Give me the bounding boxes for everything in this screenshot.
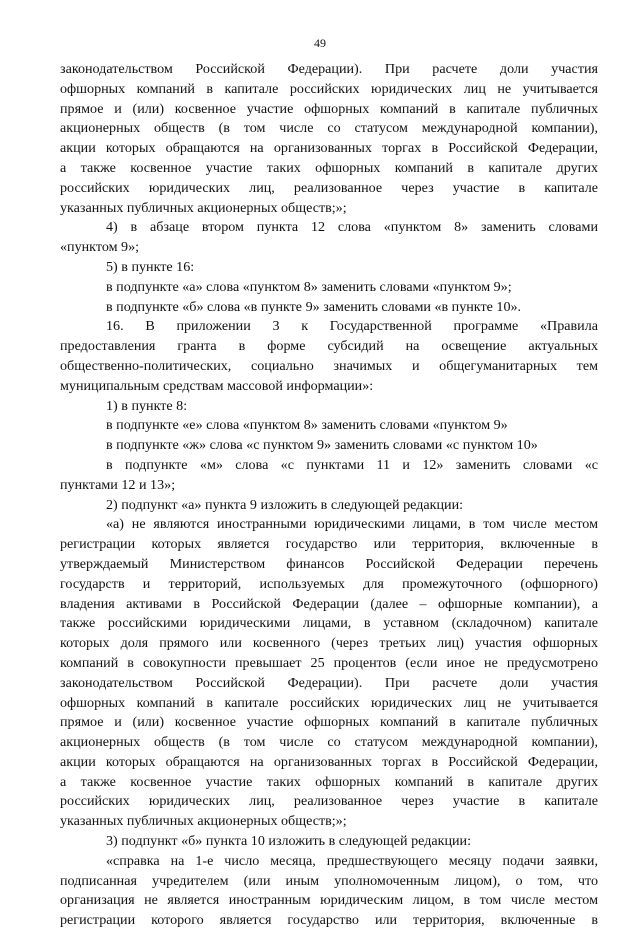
text-line: законодательством Российской Федерации). При расчете доли участия (60, 674, 598, 691)
text-line: указанных публичных акционерных обществ;»; (60, 813, 347, 830)
text-line: прямое и (или) косвенное участие офшорных компаний в капитале публичных (60, 100, 598, 117)
text-line: 2) подпункт «а» пункта 9 изложить в следующей редакции: (106, 496, 464, 513)
text-line: муниципальным средствам массовой информации»: (60, 377, 374, 394)
text-line: регистрации которых является государство или территория, включенные в (60, 536, 598, 553)
text-line: российских юридических лиц, реализованное через участие в капитале (60, 793, 598, 810)
text-line: в подпункте «е» слова «пунктом 8» заменить словами «пунктом 9» (106, 417, 508, 434)
text-line: в подпункте «м» слова «с пунктами 11 и 12» заменить словами «с (106, 456, 598, 473)
text-line: 5) в пункте 16: (106, 258, 195, 275)
text-line: российских юридических лиц, реализованное через участие в капитале (60, 179, 598, 196)
text-line: подписанная учредителем (или иным уполномоченным лицом), о том, что (60, 872, 598, 889)
text-line: офшорных компаний в капитале российских юридических лиц не учитывается (60, 80, 598, 97)
text-line: организация не является иностранным юридическим лицом, в том числе местом (60, 892, 598, 909)
text-line: которых доля прямого или косвенного (через третьих лиц) участия офшорных (60, 635, 598, 652)
text-line: прямое и (или) косвенное участие офшорных компаний в капитале публичных (60, 714, 598, 731)
text-line: 4) в абзаце втором пункта 12 слова «пунктом 8» заменить словами (106, 219, 598, 236)
text-line: предоставления гранта в форме субсидий на освещение актуальных (60, 338, 598, 355)
text-line: утверждаемый Министерством финансов Российской Федерации перечень (60, 555, 598, 572)
text-line: акции которых обращаются на организованных торгах в Российской Федерации, (60, 753, 598, 770)
text-line: а также косвенное участие таких офшорных компаний в капитале других (60, 159, 598, 176)
text-line: общественно-политических, социально значимых и общегуманитарных тем (60, 357, 598, 374)
text-line: в подпункте «б» слова «в пункте 9» заменить словами «в пункте 10». (106, 298, 522, 315)
text-line: компаний в совокупности превышает 25 процентов (если иное не предусмотрено (60, 654, 598, 671)
text-line: пунктами 12 и 13»; (60, 476, 176, 493)
text-line: 1) в пункте 8: (106, 397, 188, 414)
text-line: в подпункте «ж» слова «с пунктом 9» заменить словами «с пунктом 10» (106, 437, 538, 454)
text-line: 3) подпункт «б» пункта 10 изложить в следующей редакции: (106, 833, 472, 850)
text-line: государств и территорий, используемых для промежуточного (офшорного) (60, 575, 598, 592)
document-body (60, 60, 598, 931)
text-line: офшорных компаний в капитале российских юридических лиц не учитывается (60, 694, 598, 711)
text-line: «а) не являются иностранными юридическими лицами, в том числе местом (106, 516, 598, 533)
text-line: законодательством Российской Федерации). При расчете доли участия (60, 61, 598, 77)
text-line: в подпункте «а» слова «пунктом 8» заменить словами «пунктом 9»; (106, 278, 512, 295)
text-line: регистрации которого является государство или территория, включенные в (60, 912, 598, 929)
text-line: 16. В приложении 3 к Государственной программе «Правила (106, 318, 598, 335)
text-line: владения активами в Российской Федерации (далее – офшорные компании), а (60, 595, 598, 612)
text-line: также российскими юридическими лицами, в уставном (складочном) капитале (60, 615, 598, 632)
text-line: «пунктом 9»; (60, 239, 140, 256)
text-line: акции которых обращаются на организованных торгах в Российской Федерации, (60, 140, 598, 157)
text-line: а также косвенное участие таких офшорных компаний в капитале других (60, 773, 598, 790)
page-number: 49 (314, 36, 326, 50)
text-line: «справка на 1-е число месяца, предшествующего месяцу подачи заявки, (106, 852, 598, 869)
text-line: акционерных обществ (в том числе со статусом международной компании), (60, 120, 598, 137)
text-line: указанных публичных акционерных обществ;»; (60, 199, 347, 216)
text-line: акционерных обществ (в том числе со статусом международной компании), (60, 734, 598, 751)
